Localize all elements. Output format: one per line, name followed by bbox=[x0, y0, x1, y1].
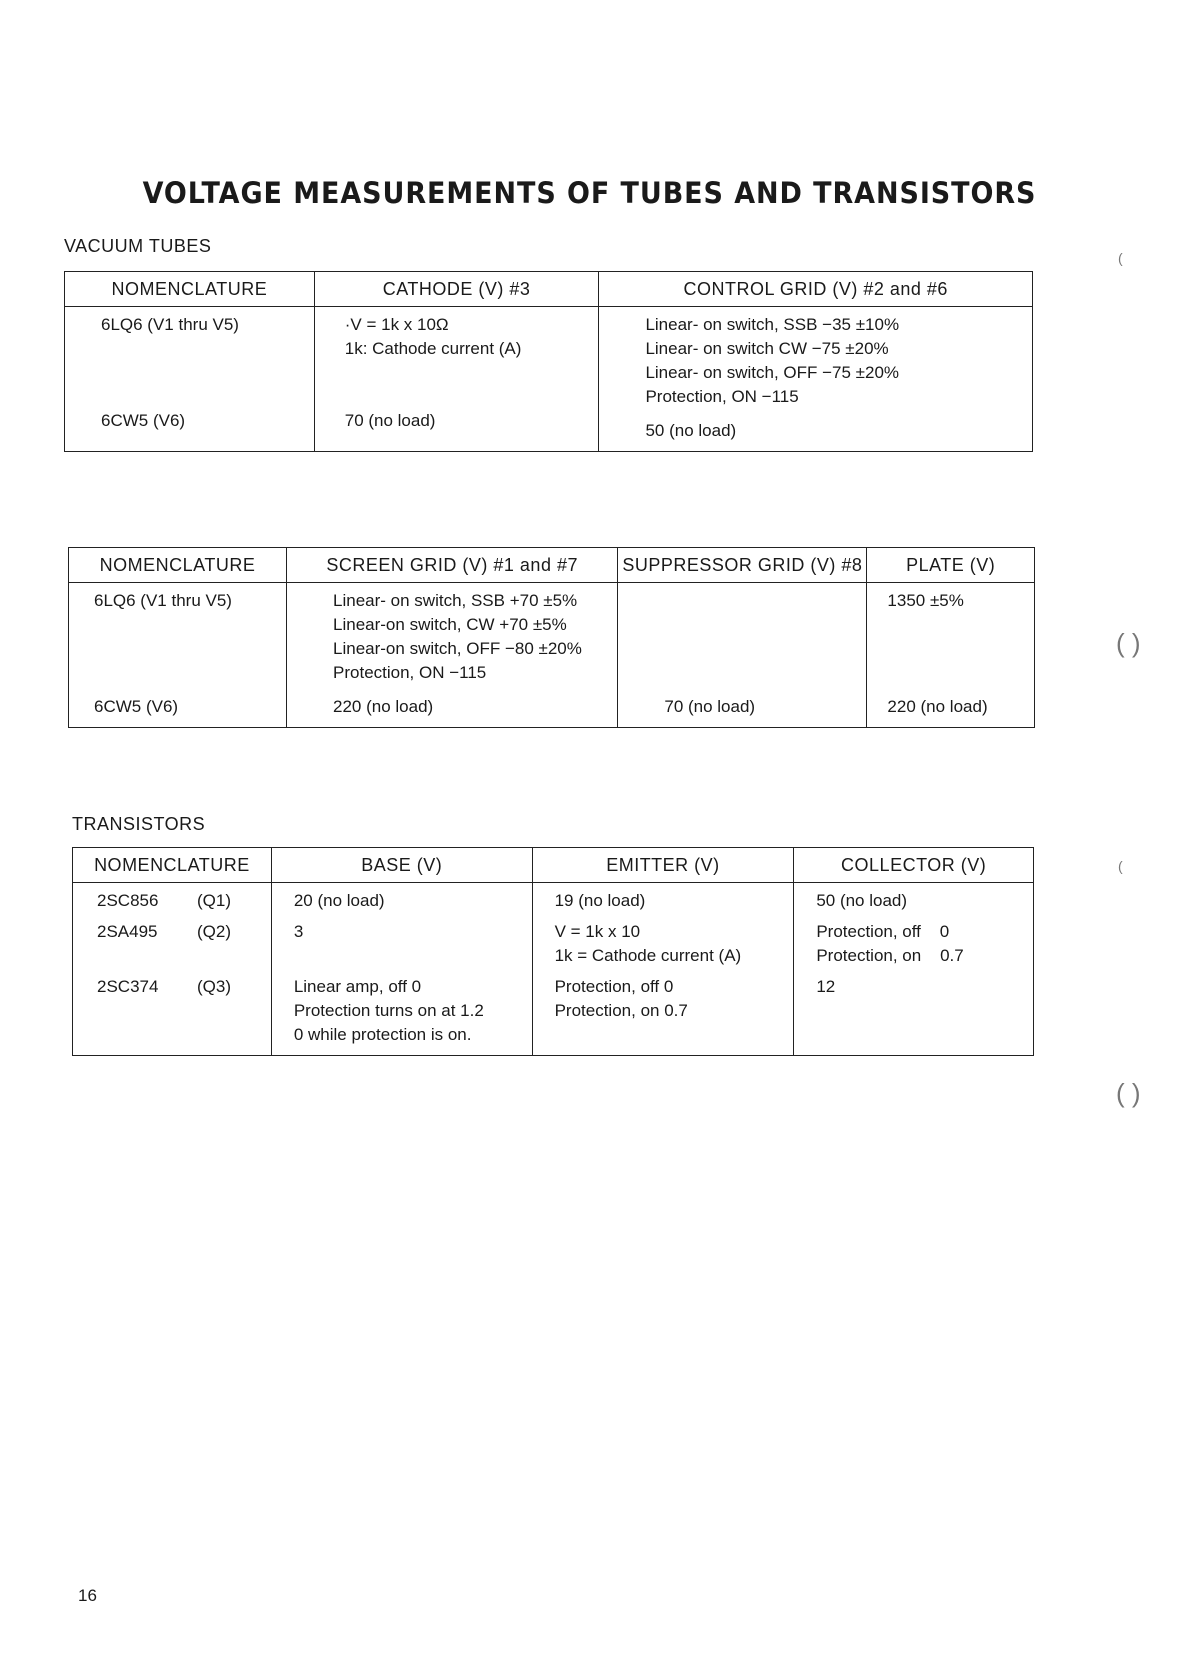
cathode-cell: ·V = 1k x 10Ω 1k: Cathode current (A) 70 (no load) bbox=[314, 307, 599, 452]
nomenclature-cell: 2SC856 (Q1) 2SA495 (Q2) 2SC374 (Q3) bbox=[73, 883, 272, 1056]
column-header: BASE (V) bbox=[271, 848, 532, 883]
plate-cell: 1350 ±5% 220 (no load) bbox=[867, 583, 1035, 728]
table-row bbox=[69, 583, 1035, 728]
collector-cell: 50 (no load) Protection, off 0 Protection, on 0.7 12 bbox=[794, 883, 1034, 1056]
suppressor-grid-cell: 70 (no load) bbox=[618, 583, 867, 728]
table-header-row bbox=[65, 272, 1033, 307]
page-title: VOLTAGE MEASUREMENTS OF TUBES AND TRANSISTORS bbox=[142, 176, 1037, 210]
table-row bbox=[73, 883, 1034, 1056]
column-header: CONTROL GRID (V) #2 and #6 bbox=[599, 272, 1033, 307]
column-header: PLATE (V) bbox=[867, 548, 1035, 583]
control-grid-cell: Linear- on switch, SSB −35 ±10% Linear- on switch CW −75 ±20% Linear- on switch, OFF −75 ±20% Protection, ON −115 50 (no load) bbox=[599, 307, 1033, 452]
column-header: COLLECTOR (V) bbox=[794, 848, 1034, 883]
column-header: NOMENCLATURE bbox=[69, 548, 287, 583]
column-header: CATHODE (V) #3 bbox=[314, 272, 599, 307]
transistors-heading: TRANSISTORS bbox=[72, 814, 206, 834]
base-cell: 20 (no load) 3 Linear amp, off 0 Protection turns on at 1.2 0 while protection is on. bbox=[271, 883, 532, 1056]
column-header: SCREEN GRID (V) #1 and #7 bbox=[287, 548, 618, 583]
column-header: NOMENCLATURE bbox=[65, 272, 315, 307]
transistors-table bbox=[72, 847, 1034, 1056]
margin-mark: ( bbox=[1118, 250, 1123, 266]
page-number: 16 bbox=[78, 1586, 97, 1605]
table-header-row bbox=[69, 548, 1035, 583]
column-header: SUPPRESSOR GRID (V) #8 bbox=[618, 548, 867, 583]
column-header: EMITTER (V) bbox=[532, 848, 794, 883]
binder-hole-mark: ( ) bbox=[1116, 1078, 1141, 1108]
emitter-cell: 19 (no load) V = 1k x 10 1k = Cathode current (A) Protection, off 0 Protection, on 0.7 bbox=[532, 883, 794, 1056]
margin-mark: ( bbox=[1118, 858, 1123, 874]
column-header: NOMENCLATURE bbox=[73, 848, 272, 883]
table-row bbox=[65, 307, 1033, 452]
vacuum-tubes-heading: VACUUM TUBES bbox=[64, 236, 212, 256]
nomenclature-cell: 6LQ6 (V1 thru V5) 6CW5 (V6) bbox=[65, 307, 315, 452]
table-header-row bbox=[73, 848, 1034, 883]
binder-hole-mark: ( ) bbox=[1116, 628, 1141, 658]
nomenclature-cell: 6LQ6 (V1 thru V5) 6CW5 (V6) bbox=[69, 583, 287, 728]
vacuum-tubes-table-screen-plate bbox=[68, 547, 1035, 728]
screen-grid-cell: Linear- on switch, SSB +70 ±5% Linear-on switch, CW +70 ±5% Linear-on switch, OFF −80 ±20% Protection, ON −115 220 (no load) bbox=[287, 583, 618, 728]
vacuum-tubes-table-cathode-grid bbox=[64, 271, 1033, 452]
